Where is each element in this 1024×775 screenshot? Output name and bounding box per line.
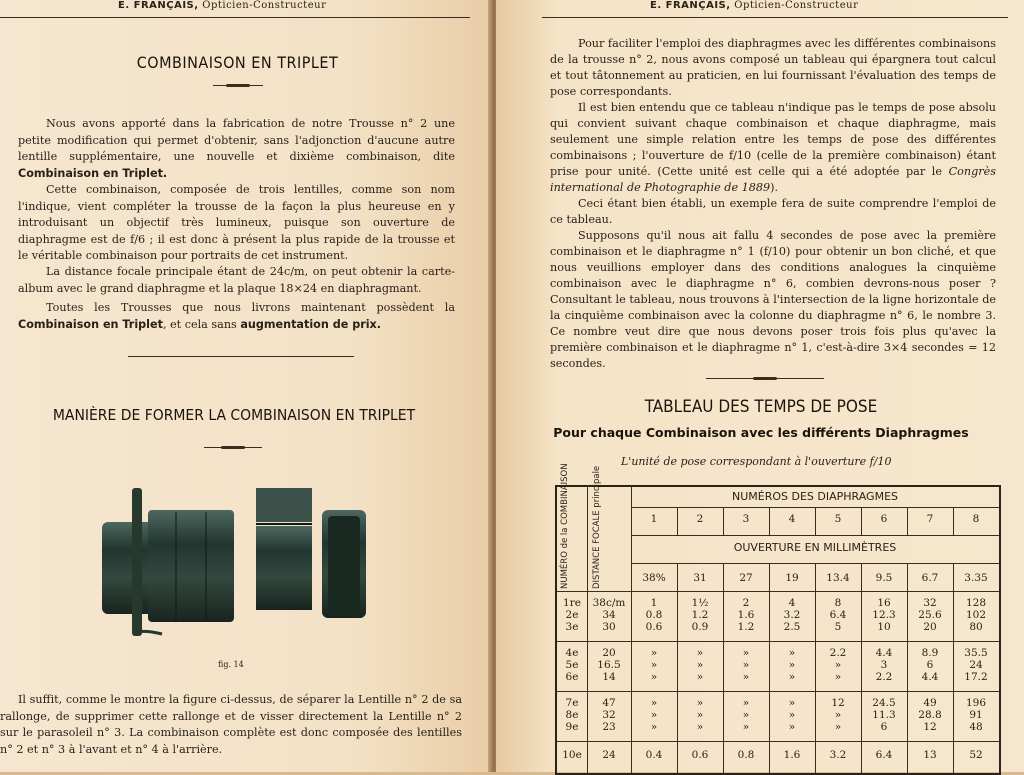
table-caption: L'unité de pose correspondant à l'ouverture f/10 <box>621 455 892 468</box>
table-hline <box>557 741 999 742</box>
focal-length: 20 <box>602 647 616 659</box>
combination-number: 1re <box>563 597 581 609</box>
left-head-rule <box>0 17 470 18</box>
exposure-value: 49 <box>923 697 937 709</box>
exposure-value: » <box>788 721 796 733</box>
header-ouverture-mm: OUVERTURE EN MILLIMÈTRES <box>733 541 897 554</box>
combination-number: 3e <box>565 621 579 633</box>
diaphragm-number: 4 <box>788 513 796 525</box>
exposure-value: 3.2 <box>783 609 801 621</box>
column-header-combinaison: NUMÉRO de la COMBINAISON <box>560 463 570 589</box>
focal-length: 38c/m <box>592 597 626 609</box>
section-separator <box>128 356 354 357</box>
exposure-value: 12 <box>923 721 937 733</box>
exposure-value: 52 <box>969 749 983 761</box>
exposure-value: 4.4 <box>875 647 893 659</box>
combination-number: 5e <box>565 659 579 671</box>
exposure-table <box>555 463 1001 775</box>
focal-length: 47 <box>602 697 616 709</box>
exposure-value: » <box>788 697 796 709</box>
exposure-value: 80 <box>969 621 983 633</box>
exposure-value: » <box>742 647 750 659</box>
figure-label: fig. 14 <box>218 660 244 669</box>
table-hline <box>557 641 999 642</box>
exposure-value: » <box>834 659 842 671</box>
exposure-value: » <box>742 671 750 683</box>
exposure-value: 4 <box>788 597 796 609</box>
combination-number: 7e <box>565 697 579 709</box>
exposure-value: 25.6 <box>918 609 942 621</box>
paragraph-intro: Nous avons apporté dans la fabrication de notre Trousse n° 2 une petite modification qui permet d'obtenir, sans l'adjonction d'aucune autre lentille supplémentaire, une nouvelle et dixième combinaison, dite Combinaison en Triplet. <box>18 117 455 180</box>
exposure-value: » <box>650 671 658 683</box>
exposure-value: 32 <box>923 597 937 609</box>
focal-length: 14 <box>602 671 616 683</box>
table-hline <box>631 507 999 508</box>
left-running-head <box>118 0 326 11</box>
exposure-value: 12 <box>831 697 845 709</box>
exposure-value: 102 <box>965 609 987 621</box>
exposure-value: » <box>788 659 796 671</box>
exposure-value: 3.2 <box>829 749 847 761</box>
exposure-value: » <box>788 709 796 721</box>
exposure-value: 91 <box>969 709 983 721</box>
exposure-value: 1.6 <box>737 609 755 621</box>
focal-length: 34 <box>602 609 616 621</box>
exposure-value: » <box>834 721 842 733</box>
exposure-value: 1 <box>650 597 658 609</box>
exposure-value: 6 <box>880 721 888 733</box>
column-header-focale: DISTANCE FOCALE principale <box>592 465 602 589</box>
exposure-value: 2 <box>742 597 750 609</box>
exposure-value: 24 <box>969 659 983 671</box>
exposure-value: 16 <box>877 597 891 609</box>
exposure-value: 4.4 <box>921 671 939 683</box>
aperture-mm: 3.35 <box>964 572 988 584</box>
paragraph-maniere: Il suffit, comme le montre la figure ci-dessus, de séparer la Lentille n° 2 de sa rallonge, de supprimer cette rallonge et de visser directement la Lentille n° 2 sur le parasoleil n° 3. La combinaison complète est donc composée des lentilles n° 2 et n° 3 à l'avant et n° 4 à l'arrière. <box>0 693 462 756</box>
focal-length: 23 <box>602 721 616 733</box>
exposure-value: » <box>650 709 658 721</box>
exposure-value: 0.6 <box>645 621 663 633</box>
exposure-value: 0.8 <box>645 609 663 621</box>
combination-number: 8e <box>565 709 579 721</box>
left-runhead-sub: Opticien-Constructeur <box>202 0 327 11</box>
table-title: TABLEAU DES TEMPS DE POSE <box>644 397 878 417</box>
aperture-mm: 9.5 <box>875 572 893 584</box>
exposure-value: » <box>696 709 704 721</box>
right-runhead-sub: Opticien-Constructeur <box>734 0 859 11</box>
exposure-value: 0.8 <box>737 749 755 761</box>
right-running-head <box>650 0 858 11</box>
exposure-value: 1½ <box>691 597 709 609</box>
aperture-mm: 13.4 <box>826 572 850 584</box>
exposure-value: 11.3 <box>872 709 896 721</box>
left-page <box>0 0 492 772</box>
focal-length: 16.5 <box>597 659 621 671</box>
diaphragm-number: 7 <box>926 513 934 525</box>
focal-length: 30 <box>602 621 616 633</box>
exposure-value: » <box>650 647 658 659</box>
exposure-value: 0.4 <box>645 749 663 761</box>
exposure-value: » <box>834 671 842 683</box>
exposure-value: » <box>742 721 750 733</box>
diaphragm-number: 3 <box>742 513 750 525</box>
exposure-value: 2.2 <box>829 647 847 659</box>
exposure-value: » <box>696 647 704 659</box>
combination-number: 2e <box>565 609 579 621</box>
exposure-value: » <box>696 721 704 733</box>
section-title-combinaison: COMBINAISON EN TRIPLET <box>136 53 339 72</box>
exposure-value: 6 <box>926 659 934 671</box>
exposure-value: » <box>696 697 704 709</box>
diaphragm-number: 5 <box>834 513 842 525</box>
aperture-mm: 27 <box>739 572 753 584</box>
exposure-value: 0.9 <box>691 621 709 633</box>
exposure-value: » <box>788 647 796 659</box>
aperture-mm: 31 <box>693 572 707 584</box>
exposure-value: » <box>788 671 796 683</box>
exposure-value: » <box>742 709 750 721</box>
right-head-rule <box>542 17 1008 18</box>
exposure-value: 128 <box>965 597 987 609</box>
right-runhead-brand: E. FRANÇAIS, <box>650 0 731 11</box>
paragraph-entendu: Il est bien entendu que ce tableau n'indique pas le temps de pose absolu qui convient suivant chaque combinaison et chaque diaphragme, mais seulement une simple relation entre les temps de pose des différentes combinaisons ; l'ouverture de f/10 (celle de la première combinaison) étant prise pour unité. (Cette unité est celle qui a été adoptée par le Congrès international de Photographie de 1889). <box>550 101 996 194</box>
diaphragm-number: 6 <box>880 513 888 525</box>
exposure-value: » <box>650 721 658 733</box>
exposure-value: 28.8 <box>918 709 942 721</box>
aperture-mm: 6.7 <box>921 572 939 584</box>
aperture-mm: 38% <box>642 572 666 584</box>
section-title-maniere: MANIÈRE DE FORMER LA COMBINAISON EN TRIPLET <box>52 406 416 424</box>
exposure-value: 1.6 <box>783 749 801 761</box>
header-numeros-diaphragmes: NUMÉROS DES DIAPHRAGMES <box>731 490 899 503</box>
exposure-value: 12.3 <box>872 609 896 621</box>
exposure-value: 17.2 <box>964 671 988 683</box>
exposure-value: » <box>742 659 750 671</box>
table-subtitle: Pour chaque Combinaison avec les différents Diaphragmes <box>553 425 969 440</box>
exposure-value: 1.2 <box>737 621 755 633</box>
exposure-value: 8 <box>834 597 842 609</box>
diaphragm-number: 8 <box>972 513 980 525</box>
paragraph-exemple: Ceci étant bien établi, un exemple fera de suite comprendre l'emploi de ce tableau. <box>550 197 996 226</box>
exposure-value: » <box>696 671 704 683</box>
aperture-mm: 19 <box>785 572 799 584</box>
table-hline <box>631 535 999 536</box>
title-ornament <box>213 84 263 87</box>
exposure-value: 10 <box>877 621 891 633</box>
exposure-value: 2.5 <box>783 621 801 633</box>
left-runhead-brand: E. FRANÇAIS, <box>118 0 199 11</box>
paragraph-trousses: Toutes les Trousses que nous livrons maintenant possèdent la Combinaison en Triplet, et cela sans augmentation de prix. <box>18 301 455 331</box>
exposure-value: » <box>742 697 750 709</box>
lens-illustration <box>96 482 376 644</box>
lens-element-2 <box>256 488 312 522</box>
table-hline <box>631 563 999 564</box>
combination-number: 4e <box>565 647 579 659</box>
exposure-value: 24.5 <box>872 697 896 709</box>
paragraph-faciliter: Pour faciliter l'emploi des diaphragmes avec les différentes combinaisons de la trousse n° 2, nous avons composé un tableau qui épargnera tout calcul et tout tâtonnement au praticien, en lui fournissant l'évaluation des temps de pose correspondants. <box>550 37 996 98</box>
combination-number: 6e <box>565 671 579 683</box>
diaphragm-number: 1 <box>650 513 658 525</box>
focal-length: 32 <box>602 709 616 721</box>
diaphragm-number: 2 <box>696 513 704 525</box>
table-hline <box>557 691 999 692</box>
focal-length: 24 <box>602 749 616 761</box>
exposure-value: 0.6 <box>691 749 709 761</box>
combination-number: 10e <box>562 749 582 761</box>
exposure-value: » <box>696 659 704 671</box>
exposure-value: 8.9 <box>921 647 939 659</box>
exposure-value: 13 <box>923 749 937 761</box>
exposure-value: 5 <box>834 621 842 633</box>
paragraph-supposons: Supposons qu'il nous ait fallu 4 secondes de pose avec la première combinaison et le diaphragme n° 1 (f/10) pour obtenir un bon cliché, et que nous veuillions employer dans des conditions analogues la cinquième combinaison avec le diaphragme n° 6, combien devrons-nous poser ? Consultant le tableau, nous trouvons à l'intersection de la ligne horizontale de la cinquième combinaison avec la colonne du diaphragme n° 6, le nombre 3. Ce nombre veut dire que nous devons poser trois fois plus qu'avec la première combinaison et le diaphragme n° 1, c'est-à-dire 3×4 secondes = 12 secondes. <box>550 229 996 370</box>
exposure-value: 1.2 <box>691 609 709 621</box>
exposure-value: » <box>650 697 658 709</box>
exposure-value: » <box>834 709 842 721</box>
combination-number: 9e <box>565 721 579 733</box>
exposure-value: » <box>650 659 658 671</box>
title-ornament-2 <box>204 446 262 449</box>
exposure-value: 2.2 <box>875 671 893 683</box>
exposure-value: 6.4 <box>875 749 893 761</box>
paragraph-composition: Cette combinaison, composée de trois lentilles, comme son nom l'indique, vient compléter la trousse de la façon la plus heureuse en y introduisant un objectif très lumineux, puisque son ouverture de diaphragme est de f/6 ; il est donc à présent la plus rapide de la trousse et le véritable combinaison pour portraits de cet instrument. <box>18 183 455 262</box>
exposure-value: 35.5 <box>964 647 988 659</box>
section-ornament <box>706 377 824 380</box>
exposure-value: 6.4 <box>829 609 847 621</box>
exposure-value: 20 <box>923 621 937 633</box>
table-hline <box>557 591 999 592</box>
exposure-value: 196 <box>965 697 987 709</box>
paragraph-focale: La distance focale principale étant de 24c/m, on peut obtenir la carte-album avec le grand diaphragme et la plaque 18×24 en diaphragmant. <box>18 265 455 295</box>
exposure-value: 48 <box>969 721 983 733</box>
exposure-value: 3 <box>880 659 888 671</box>
lens-flange <box>132 488 142 636</box>
